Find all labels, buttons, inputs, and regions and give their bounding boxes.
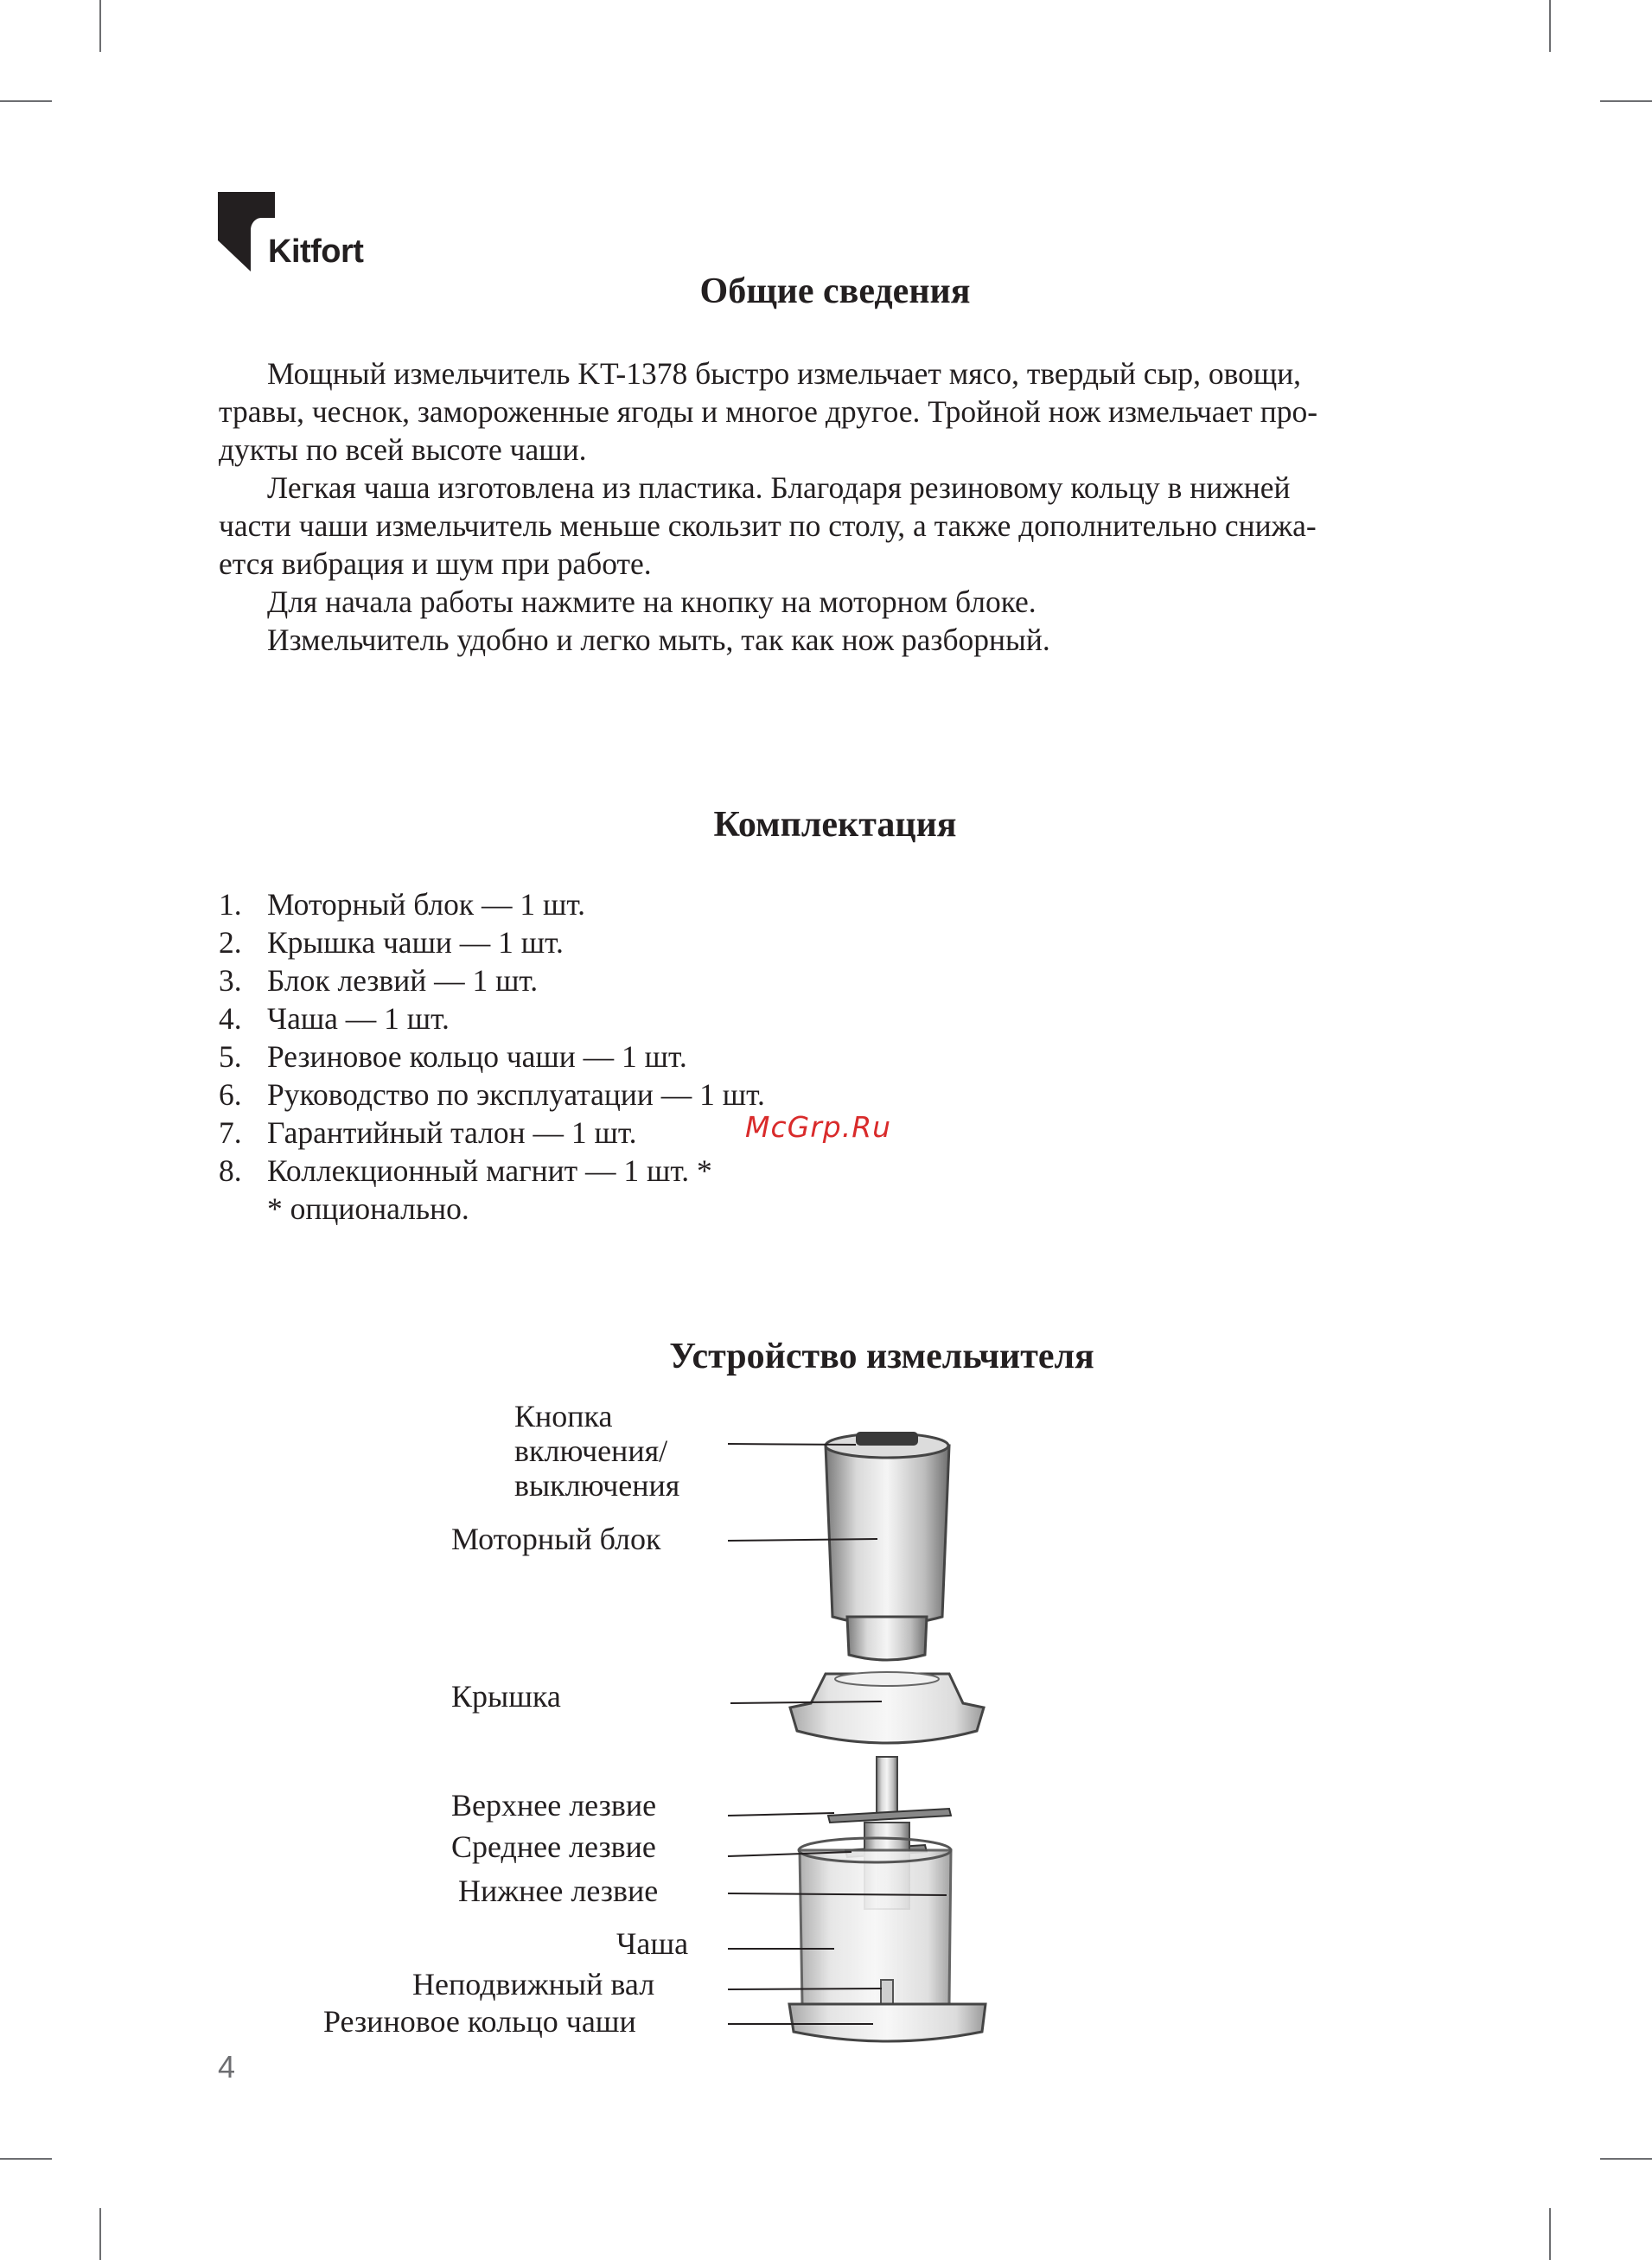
label-shaft: Неподвижный вал [412,1967,655,2001]
label-line: включения/ [514,1433,668,1468]
label-bowl: Чаша [616,1926,689,1961]
list-text: Коллекционный магнит — 1 шт. * [267,1153,712,1188]
text-line: части чаши измельчитель меньше скользит по столу, а также дополнительно снижа- [219,508,1317,543]
label-line: Кнопка [514,1399,613,1433]
paragraph-general-4: Измельчитель удобно и легко мыть, так как нож разборный. [267,622,1050,657]
section-title-device: Устройство измельчителя [669,1337,1094,1376]
page-number: 4 [218,2049,236,2084]
brand-name: Kitfort [268,233,364,270]
label-line: выключения [514,1468,680,1503]
motor-unit [826,1432,949,1660]
list-text: Моторный блок — 1 шт. [267,887,586,922]
list-text: Блок лезвий — 1 шт. [267,963,539,998]
bowl [789,1838,985,2041]
list-number: 5. [219,1039,242,1074]
lid [790,1672,984,1743]
list-number: 8. [219,1153,242,1188]
rubber-ring-icon [789,2004,985,2041]
text-line: ется вибрация и шум при работе. [219,546,652,581]
optional-note: * опционально. [267,1191,469,1226]
power-button-icon [856,1432,918,1446]
label-motor-unit: Моторный блок [451,1522,661,1556]
list-number: 2. [219,925,242,960]
text-line: Мощный измельчитель KT-1378 быстро измельчает мясо, твердый сыр, овощи, [267,356,1302,391]
paragraph-general-3: Для начала работы нажмите на кнопку на моторном блоке. [267,584,1036,619]
list-number: 6. [219,1077,242,1112]
list-text: Крышка чаши — 1 шт. [267,925,564,960]
list-number: 1. [219,887,242,922]
list-text: Гарантийный талон — 1 шт. [267,1115,637,1150]
list-text: Резиновое кольцо чаши — 1 шт. [267,1039,687,1074]
label-lid: Крышка [451,1679,561,1714]
list-text: Чаша — 1 шт. [267,1001,450,1036]
watermark[interactable]: McGrp.Ru [745,1110,892,1144]
section-title-package: Комплектация [713,805,957,845]
label-upper-blade: Верхнее лезвие [451,1788,657,1823]
list-number: 4. [219,1001,242,1036]
text-line: дукты по всей высоте чаши. [219,432,587,467]
list-number: 7. [219,1115,242,1150]
list-number: 3. [219,963,242,998]
section-title-general: Общие сведения [699,271,971,311]
label-middle-blade: Среднее лезвие [451,1829,656,1864]
label-power-button [514,1399,679,1503]
label-lower-blade: Нижнее лезвие [458,1874,659,1908]
list-text: Руководство по эксплуатации — 1 шт. [267,1077,765,1112]
text-line: Легкая чаша изготовлена из пластика. Благодаря резиновому кольцу в нижней [267,470,1291,505]
label-rubber-ring: Резиновое кольцо чаши [323,2004,636,2039]
shaft-icon [881,1980,893,2004]
text-line: травы, чеснок, замороженные ягоды и многое другое. Тройной нож измельчает про- [219,394,1318,429]
